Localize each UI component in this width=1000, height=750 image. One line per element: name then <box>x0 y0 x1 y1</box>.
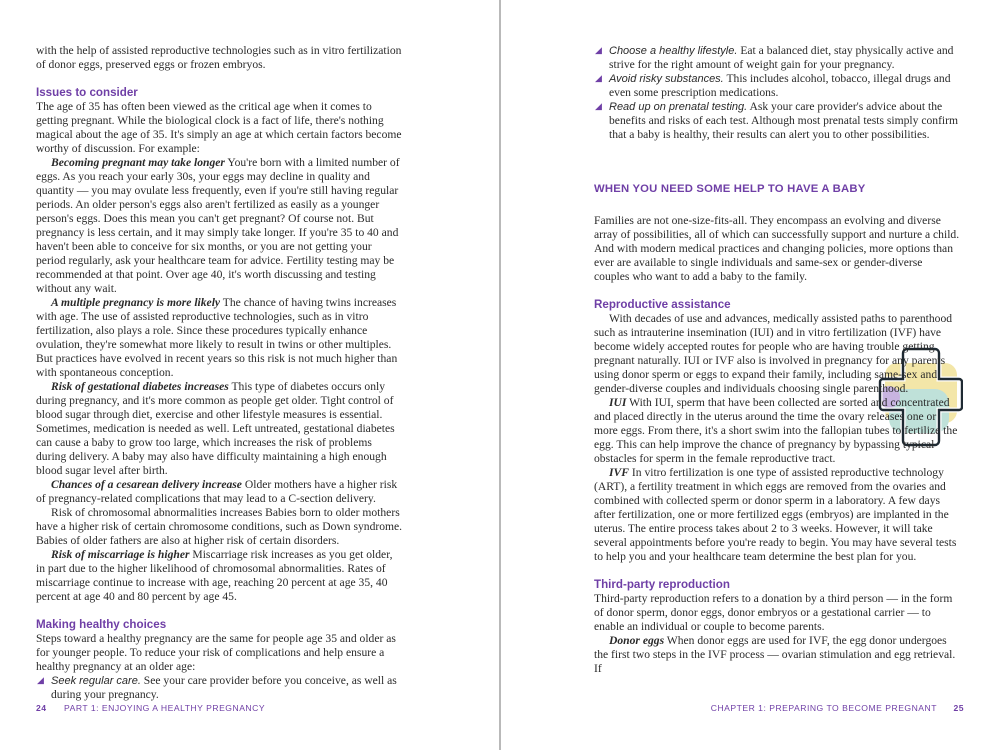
third-party-heading: Third-party reproduction <box>594 578 730 591</box>
continued-paragraph: with the help of assisted reproductive technologies such as in vitro fertilization of donor eggs, preserved eggs or frozen embryos. <box>36 44 402 71</box>
repro-item <box>594 466 960 564</box>
section-heading: WHEN YOU NEED SOME HELP TO HAVE A BABY <box>594 183 866 195</box>
issue-item <box>36 380 404 478</box>
page-number: 24 <box>36 703 47 713</box>
issue-lead: Becoming pregnant may take longer <box>51 156 225 169</box>
issues-heading: Issues to consider <box>36 86 138 99</box>
left-page <box>0 0 499 750</box>
running-footer: CHAPTER 1: PREPARING TO BECOME PREGNANT <box>710 703 937 713</box>
issue-item <box>36 478 404 506</box>
choices-list <box>36 674 404 702</box>
issue-text: The chance of having twins increases with age. The use of assisted reproductive technologies, such as in vitro fertilization, also plays a role. Since these procedures typically enhance ovulation, they're somewhat more likely to result in twins or other multiples. But practices have evolved in recent years so this risk is not much higher than with spontaneous conception. <box>36 296 398 379</box>
running-footer: PART 1: ENJOYING A HEALTHY PREGNANCY <box>64 703 266 713</box>
issue-text: Miscarriage risk increases as you get older, in part due to the higher likelihood of chromosomal abnormalities. Rates of miscarriage continue to increase with age, reaching 20 percent at age 35, 40 percent at age 40 and 80 percent by age 45. <box>36 548 393 603</box>
issue-text: This type of diabetes occurs only during pregnancy, and it's more common as people get older. Tight control of blood sugar through diet, exercise and other lifestyle measures is essential. Sometimes, medication is needed as well. Left untreated, gestational diabetes can cause a baby to grow too large, which increases the risk of problems during delivery. A baby may also have difficulty maintaining a high enough blood sugar level after birth. <box>36 380 395 477</box>
choices-intro: Steps toward a healthy pregnancy are the same for people age 35 and older as for younger people. To reduce your risk of complications and help ensure a healthy pregnancy at an older age: <box>36 632 396 673</box>
issue-text: You're born with a limited number of eggs. As you reach your early 30s, your eggs may decline in quality and quantity — you may ovulate less frequently, even if you're still having regular periods. An older person's eggs also aren't fertilized as easily as a younger person's eggs. Does this mean you can't get pregnant? Of course not. But pregnancy is less certain, and it may simply take longer. If you're 35 to 40 and haven't been able to conceive for six months, or you are not getting your period regularly, ask your healthcare team for advice. Fertility testing may be recommended at that point. Over age 40, it's worth discussing and testing without any wait. <box>36 156 400 295</box>
right-page <box>501 0 1000 750</box>
page-number: 25 <box>953 703 964 713</box>
issue-item <box>36 548 404 604</box>
list-item <box>594 100 960 142</box>
triangle-bullet-icon: ◢ <box>37 676 44 686</box>
issue-text: Risk of chromosomal abnormalities increases Babies born to older mothers have a higher risk of certain chromosome conditions, such as Down syndrome. Babies of older fathers are also at higher risk of certain disorders. <box>36 506 403 547</box>
bullet-text: Ask your care provider's advice about the benefits and risks of each test. Although most prenatal tests simply confirm that a baby is healthy, their results can alert you to other possibilities. <box>609 100 959 141</box>
list-item <box>594 72 960 100</box>
bullet-lead: Read up on prenatal testing. <box>609 101 748 113</box>
triangle-bullet-icon: ◢ <box>595 74 602 84</box>
repro-text: With IUI, sperm that have been collected are sorted and concentrated and placed directly in the uterus around the time the ovary releases one or more eggs. From there, it's a short swim into the fallopian tubes to fertilize the egg. This can help improve the chance of pregnancy by bypassing typical obstacles for sperm in the female reproductive tract. <box>594 396 958 465</box>
section-intro: Families are not one-size-fits-all. They encompass an evolving and diverse array of possibilities, all of which can successfully support and nurture a child. And with modern medical practices and changing policies, more options than ever are available to single individuals and same-sex or gender-diverse couples who want to add a baby to the family. <box>594 214 960 283</box>
bullet-lead: Avoid risky substances. <box>609 73 724 85</box>
choices-heading: Making healthy choices <box>36 618 167 631</box>
bullet-text: This includes alcohol, tobacco, illegal drugs and even some prescription medications. <box>609 72 951 99</box>
bullet-lead: Seek regular care. <box>51 675 141 687</box>
repro-lead: IUI <box>609 396 627 409</box>
issue-lead: A multiple pregnancy is more likely <box>51 296 221 309</box>
issue-lead: Chances of a cesarean delivery increase <box>51 478 242 491</box>
triangle-bullet-icon: ◢ <box>595 46 602 56</box>
repro-heading: Reproductive assistance <box>594 298 731 311</box>
bullet-text: Eat a balanced diet, stay physically active and strive for the right amount of weight gain for your pregnancy. <box>609 44 954 71</box>
lifestyle-list <box>594 44 960 142</box>
bullet-lead: Choose a healthy lifestyle. <box>609 45 738 57</box>
issue-item <box>36 296 404 380</box>
list-item <box>594 44 960 72</box>
repro-lead: IVF <box>609 466 629 479</box>
repro-text: In vitro fertilization is one type of assisted reproductive technology (ART), a fertility treatment in which eggs are removed from the ovaries and combined with collected sperm or donor sperm in a laboratory. A few days after fertilization, one or more fertilized eggs (embryos) are implanted in the uterus. The entire process takes about 2 to 3 weeks. However, it will take several appointments before you're ready to begin. You may have several tests to help you and your healthcare team determine the best plan for you. <box>594 466 957 563</box>
repro-intro: With decades of use and advances, medically assisted paths to parenthood such as intrauterine insemination (IUI) and in vitro fertilization (IVF) have become widely accepted routes for people who are having trouble getting pregnant naturally. IUI or IVF also is involved in pregnancy for any parents using donor sperm or eggs to expand their family, including same-sex and gender-diverse couples and individuals choosing single parenthood. <box>594 312 953 395</box>
third-party-text: When donor eggs are used for IVF, the egg donor undergoes the first two steps in the IVF process — ovarian stimulation and egg retrieval. If <box>594 634 956 675</box>
issue-lead: Risk of miscarriage is higher <box>51 548 190 561</box>
third-party-intro: Third-party reproduction refers to a donation by a third person — in the form of donor sperm, donor eggs, donor embryos or a gestational carrier — to enable an individual or couple to become parents. <box>594 592 953 633</box>
list-item <box>36 674 404 702</box>
issue-text: Older mothers have a higher risk of pregnancy-related complications that may lead to a C-section delivery. <box>36 478 398 505</box>
third-party-item <box>594 634 960 676</box>
issue-lead: Risk of gestational diabetes increases <box>51 380 229 393</box>
issue-item <box>36 506 404 548</box>
triangle-bullet-icon: ◢ <box>595 102 602 112</box>
right-column <box>594 44 960 676</box>
bullet-text: See your care provider before you conceive, as well as during your pregnancy. <box>51 674 397 701</box>
repro-item <box>594 396 960 466</box>
left-column <box>36 44 404 702</box>
issues-intro: The age of 35 has often been viewed as the critical age when it comes to getting pregnant. While the biological clock is a fact of life, there's nothing magical about the age of 35. It's simply an age at which certain factors become worthy of discussion. For example: <box>36 100 402 155</box>
third-party-lead: Donor eggs <box>609 634 665 647</box>
issue-item <box>36 156 404 296</box>
